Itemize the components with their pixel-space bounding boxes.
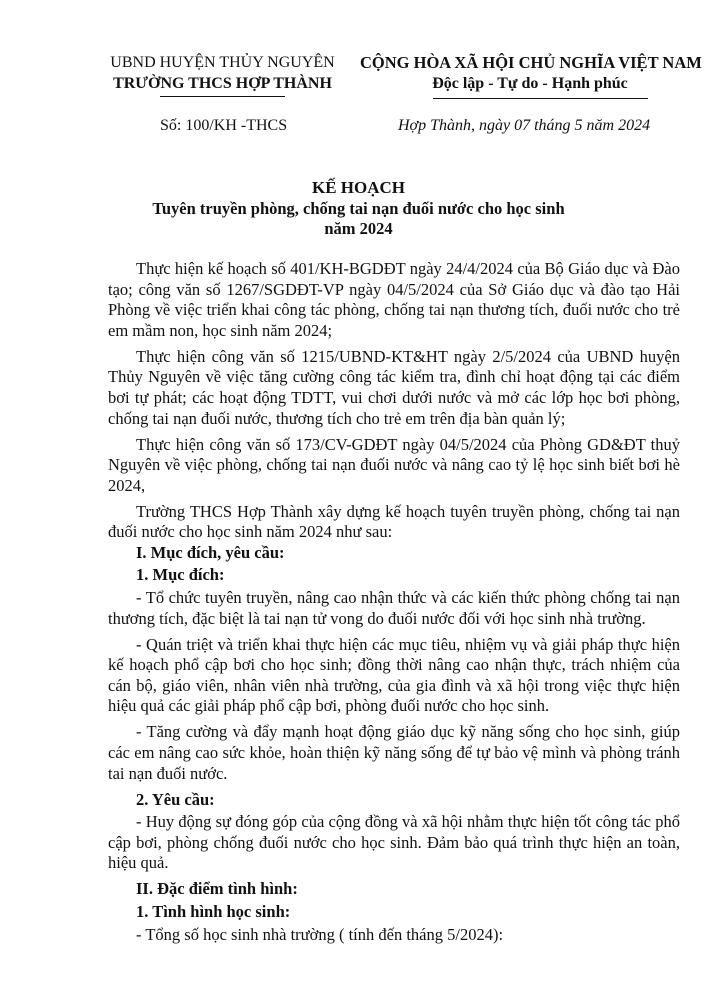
paragraph-purpose-1: - Tổ chức tuyên truyền, nâng cao nhận thức và các kiến thức phòng chống tai nạn thương tích, đặc biệt là tai nạn tử vong do đuối nước đối với học sinh nhà trường. (108, 588, 680, 628)
paragraph-intro: Trường THCS Hợp Thành xây dựng kế hoạch tuyên truyền phòng, chống tai nạn đuối nước cho học sinh năm 2024 như sau: (108, 501, 680, 542)
national-name: CỘNG HÒA XÃ HỘI CHỦ NGHĨA VIỆT NAM (360, 53, 702, 72)
section-heading-I: I. Mục đích, yêu cầu: (136, 542, 285, 562)
paragraph-basis-3: Thực hiện công văn số 173/CV-GDĐT ngày 04/5/2024 của Phòng GD&ĐT thuỷ Nguyên về việc phòng, chống tai nạn đuối nước và nâng cao tỷ lệ học sinh biết bơi hè 2024, (108, 434, 680, 495)
national-header (360, 52, 700, 94)
national-motto: Độc lập - Tự do - Hạnh phúc (432, 75, 628, 92)
title-year: năm 2024 (324, 219, 393, 238)
paragraph-requirements: - Huy động sự đóng góp của cộng đồng và xã hội nhằm thực hiện tốt công tác phổ cập bơi, phòng chống đuối nước cho học sinh. Đảm bảo quá trình thực hiện an toàn, hiệu quả. (108, 812, 680, 873)
document-title (60, 178, 657, 239)
issuer-underline (160, 96, 285, 97)
paragraph-purpose-3: - Tăng cường và đẩy mạnh hoạt động giáo dục kỹ năng sống cho học sinh, giúp các em nâng cao sức khỏe, hoàn thiện kỹ năng sống để tự bảo vệ mình và phòng tránh tai nạn đuối nước. (108, 722, 680, 783)
issuer-authority: UBND HUYỆN THỦY NGUYÊN (110, 54, 335, 71)
document-body (108, 259, 680, 951)
subsection-heading-purpose: 1. Mục đích: (136, 565, 225, 585)
paragraph-basis-2: Thực hiện công văn số 1215/UBND-KT&HT ngày 2/5/2024 của UBND huyện Thủy Nguyên về việc tăng cường công tác kiểm tra, đình chỉ hoạt động tại các điểm bơi tự phát; các hoạt động TDTT, vui chơi dưới nước và mở các lớp học bơi phòng, chống tai nạn đuối nước, thương tích cho trẻ em trên địa bàn quản lý; (108, 346, 680, 428)
motto-underline (433, 98, 648, 99)
subsection-heading-students: 1. Tình hình học sinh: (136, 901, 291, 921)
issuer-header (100, 52, 345, 94)
section-heading-II: II. Đặc điểm tình hình: (136, 879, 298, 899)
title-subject: Tuyên truyền phòng, chống tai nạn đuối nước cho học sinh (152, 199, 565, 218)
issuer-school: TRƯỜNG THCS HỢP THÀNH (113, 75, 332, 92)
paragraph-purpose-2: - Quán triệt và triển khai thực hiện các mục tiêu, nhiệm vụ và giải pháp thực hiện kế hoạch phổ cập bơi cho học sinh; đồng thời nâng cao nhận thực, trách nhiệm của cán bộ, giáo viên, nhân viên nhà trường, của gia đình và xã hội trong việc thực hiện hiệu quả các giải pháp phổ cập bơi, phòng đuối nước cho học sinh. (108, 634, 680, 716)
title-kind: KẾ HOẠCH (311, 178, 406, 197)
document-date: Hợp Thành, ngày 07 tháng 5 năm 2024 (398, 117, 651, 134)
paragraph-basis-1: Thực hiện kế hoạch số 401/KH-BGDĐT ngày 24/4/2024 của Bộ Giáo dục và Đào tạo; công văn số 1267/SGDĐT-VP ngày 04/5/2024 của Sở Giáo dục và đào tạo Hải Phòng về việc triển khai công tác phòng, chống tai nạn thương tích, đuối nước cho trẻ em mầm non, học sinh năm 2024; (108, 259, 680, 340)
document-number: Số: 100/KH -THCS (160, 117, 288, 134)
paragraph-student-count: - Tổng số học sinh nhà trường ( tính đến tháng 5/2024): (136, 924, 504, 944)
subsection-heading-requirements: 2. Yêu cầu: (136, 789, 215, 809)
